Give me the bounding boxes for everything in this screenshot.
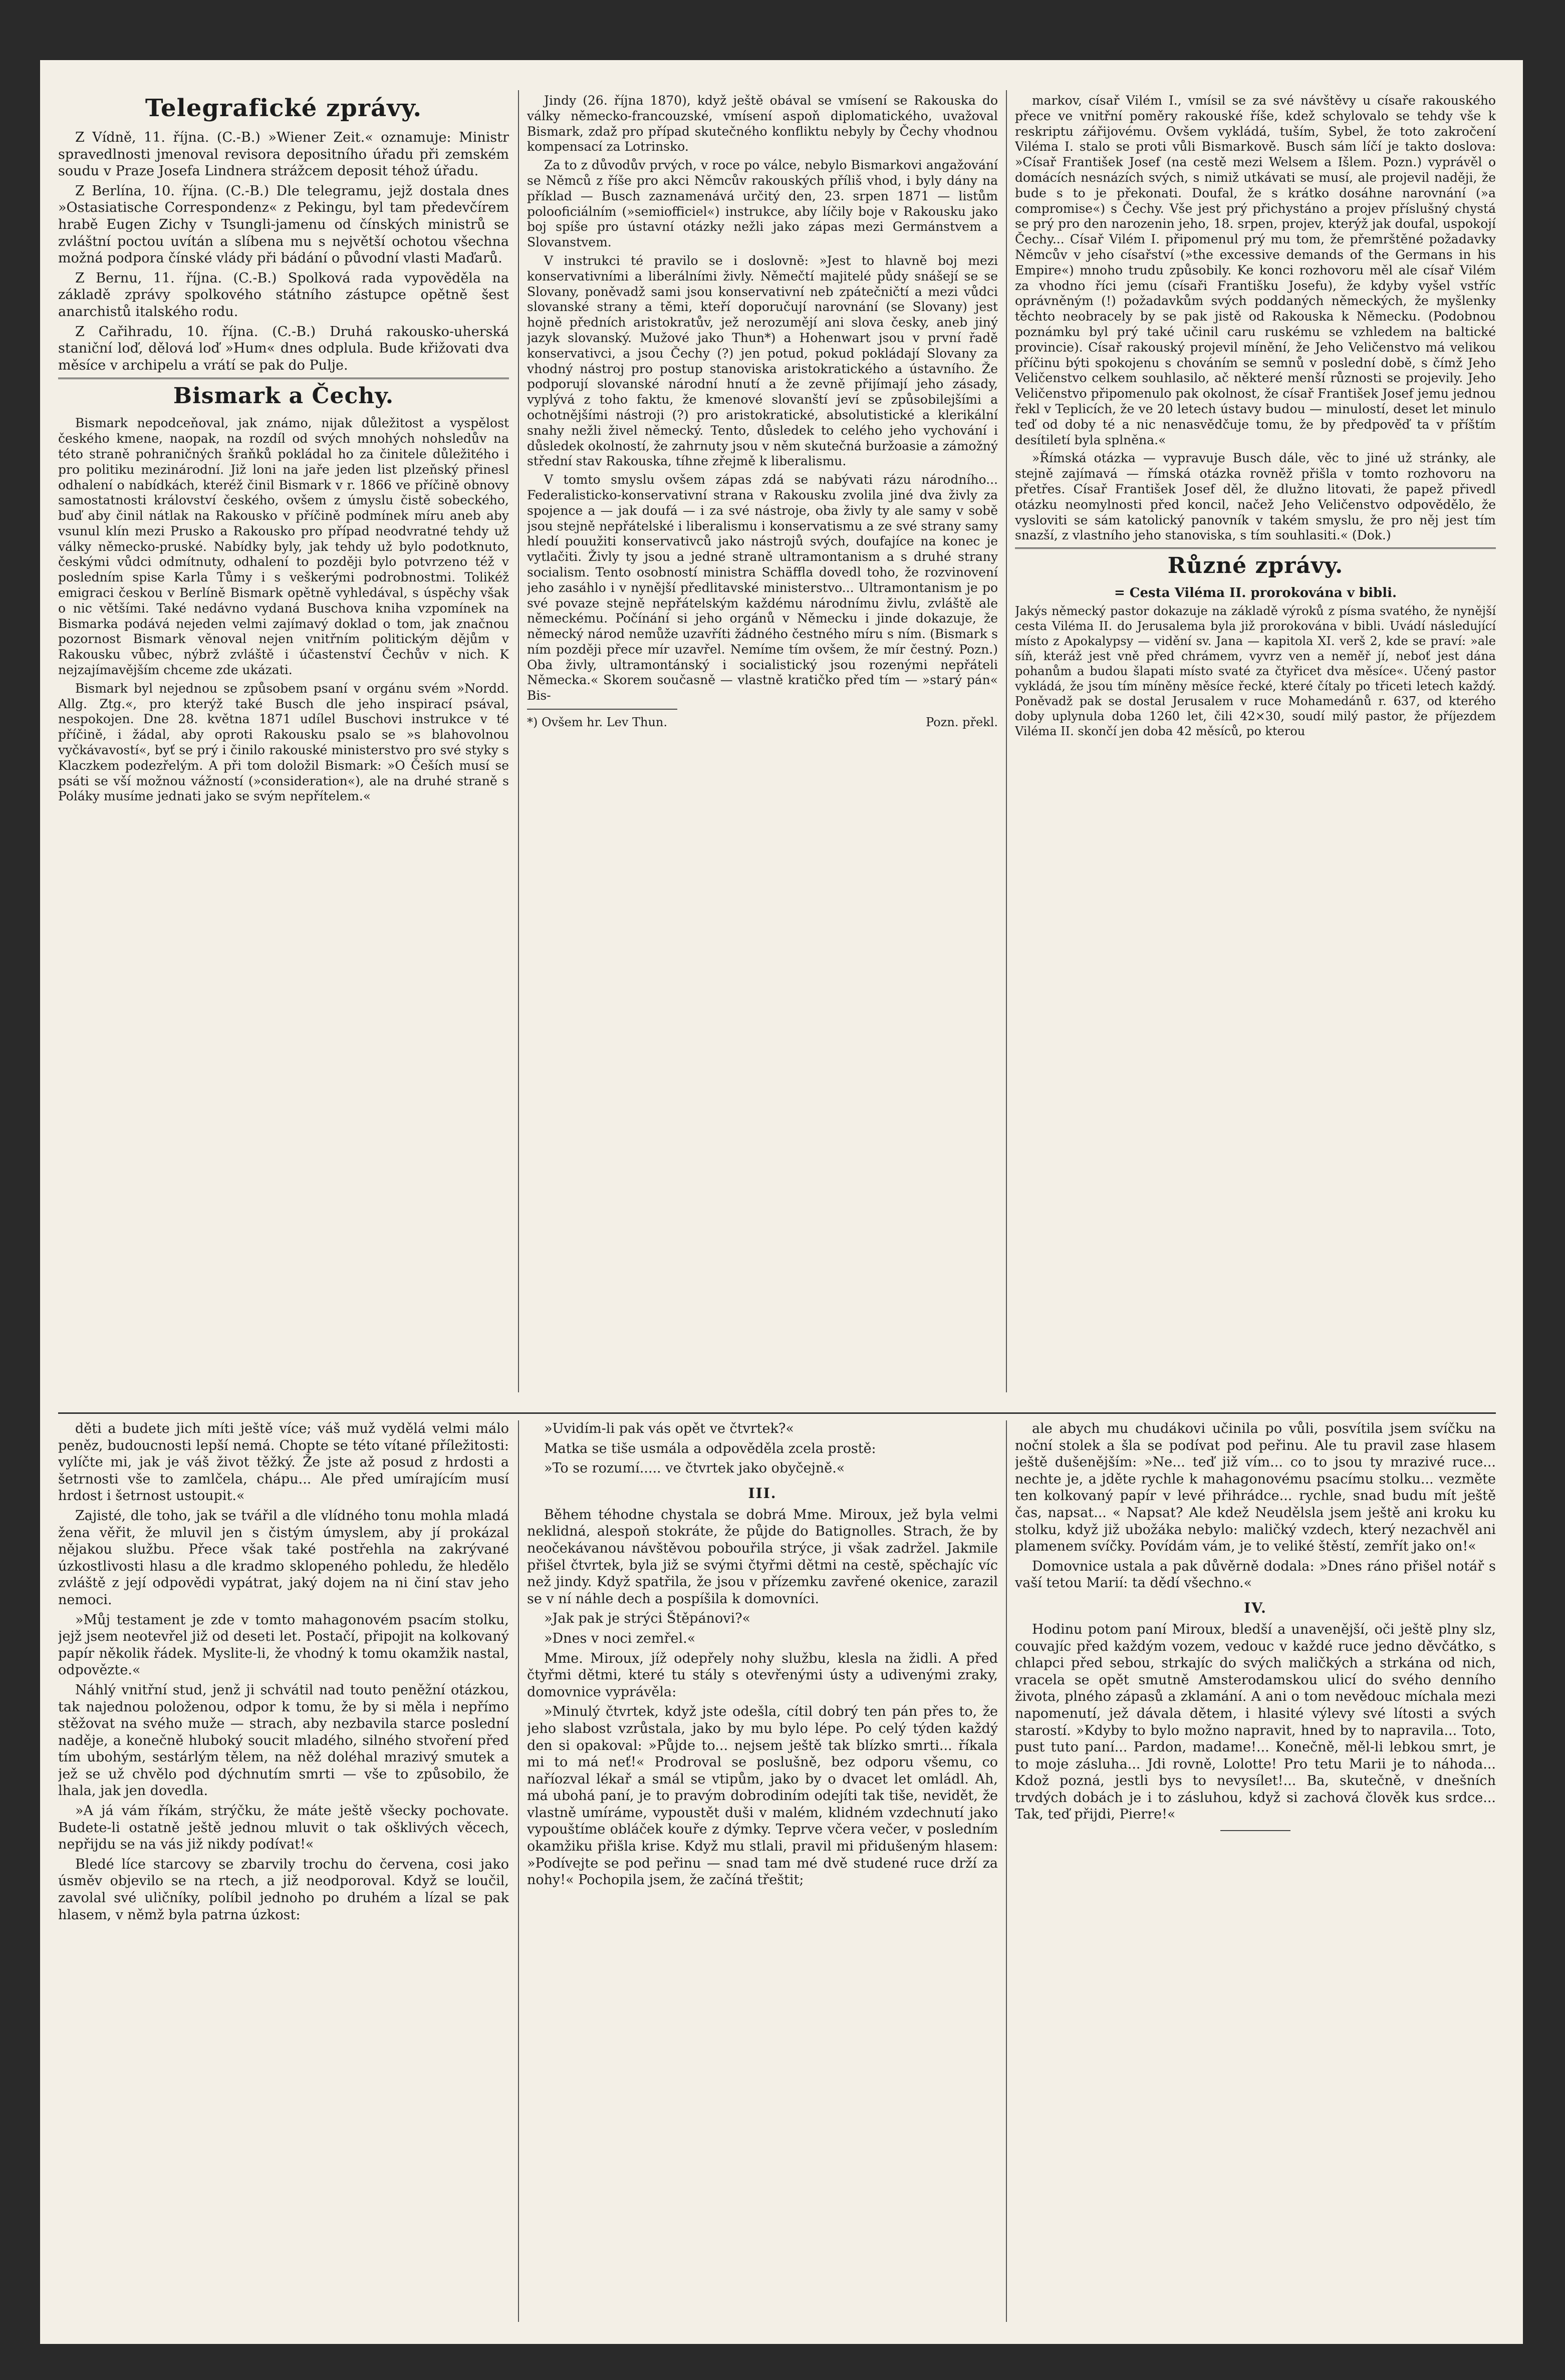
section-divider: [1015, 547, 1496, 549]
bismark-paragraph: »Římská otázka — vypravuje Busch dále, věc to jiné už stránky, ale stejně zajímavá — římská otázka rovněž přišla v tomto rozhovoru na přetřes. Císař František Josef děl, že dlužno litovati, že papež přivedl otázku neomylnosti před koncil, načež Jeho Veličenstvo odpovědělo, že vysloviti se sám katolický panovník v takém smyslu, že pro něj jest tím snazší, z vlastního jeho stanoviska, s tím souhlasiti.« (Dok.): [1015, 451, 1496, 543]
story-paragraph: Matka se tiše usmála a odpověděla zcela prostě:: [544, 1440, 876, 1456]
news-heading: Různé zprávy.: [1167, 553, 1344, 579]
footnote: *) Ovšem hr. Lev Thun. Pozn. překl.: [527, 715, 998, 730]
story-paragraph: »Uvidím-li pak vás opět ve čtvrtek?«: [544, 1421, 794, 1436]
column-divider: [518, 1420, 519, 2322]
story-paragraph: Mme. Miroux, jíž odepřely nohy službu, klesla na židli. A před čtyřmi dětmi, které tu stály s otevřenými ústy a udivenými zraky, domovnice vyprávěla:: [527, 1650, 998, 1700]
bismark-paragraph: markov, císař Vilém I., vmísil se za své návštěvy u císaře rakouského přece ve vnitřní poměry rakouské říše, kdež schylovalo se tehdy vše k reskriptu zářijovému. Ovšem vykládá, tuším, Sybel, že toto zakročení Viléma I. stalo se proti vůli Bismarkově. Busch sám líčí je takto doslova: »Císař František Josef (na cestě mezi Welsem a Išlem. Pozn.) vyprávěl o domácích nesnázích svých, s nimiž utkávati se musí, ale projevil naději, že bude s to je překonati. Doufal, že s krátko dosáhne narovnání (»a compromise«) s Čechy. Vše jest prý přichystáno a projev příslušný chystá se prý pro den narozenin jeho, 18. srpen, projev, kterýž jak doufal, uspokojí Čechy... Císař Vilém I. připomenul prý mu tom, že přemrštěné požadavky Němcův v jeho císařství (»the excessive demands of the Germans in his Empire«) mnoho trudu způsobily. Ke konci rozhovoru měl ale císař Vilém za vhodno říci jemu (císaři Františku Josefu), že kdyby vyšel vstříc oprávněným (!) požadavkům svých poddaných německých, že myšlenky těchto neobracely by se pak jistě od Rakouska k Německu. (Podobnou poznámku byl prý také učinil caru ruskému se vzhledem na baltické provincie). Císař rakouský projevil mínění, že Jeho Veličenstvo má velikou příčinu býti spokojenu s chováním se semnů v poslední době, s čímž Jeho Veličenstvo celkem souhlasilo, ač některé menší různosti se projevily. Jeho Veličenstvo připomenulo pak okolnost, že císař František Josef jemu jednou řekl v Teplicích, že ve 20 letech ústavy budou — minulostí, deset let minulo teď od doby té a nic nenasvědčuje tomu, že by předpověď ta v příštím desítiletí byla splněna.«: [1015, 93, 1496, 447]
story-paragraph: Bledé líce starcovy se zbarvily trochu do červena, cosi jako úsměv objevilo se na rtech, a již neodporoval. Když se loučil, zavolal své uličníky, políbil jednoho po druhém a lízal se pak hlasem, v němž byla patrna úzkost:: [58, 1856, 509, 1923]
story-paragraph: »Dnes v noci zemřel.«: [544, 1630, 696, 1646]
column-divider: [1006, 1420, 1007, 2322]
story-paragraph: »Můj testament je zde v tomto mahagonovém psacím stolku, jejž jsem neotevřel již od deseti let. Postačí, připojit na kolkovaný papír několik řádek. Myslite-li, že vhodný k tomu okamžik nastal, odpovězte.«: [58, 1612, 509, 1678]
column-divider: [518, 90, 519, 1392]
column-2: [527, 93, 998, 1405]
telegram-vienna: Z Vídně, 11. října. (C.-B.) »Wiener Zeit.« oznamuje: Ministr spravedlnosti jmenoval revisora depositního úřadu při zemském soudu v Praze Josefa Lindnera strážcem deposit téhož úřadu.: [58, 130, 509, 179]
chapter-number: IV.: [1244, 1599, 1267, 1616]
section-divider: [58, 378, 509, 379]
feuilleton-rule: [58, 1412, 1496, 1414]
news-title: = Cesta Viléma II. prorokována v bibli.: [1114, 585, 1397, 601]
end-rule: [1220, 1830, 1290, 1831]
story-paragraph: děti a budete jich míti ještě více; váš muž vydělá velmi málo peněz, budoucnosti lepší nemá. Chopte se této vítané příležitosti: vylíčte mi, jak je váš život těžký. Že jste až posud z hrdosti a šetrnosti vše to zamlčela, chápu... Ale před umírajícím musí hrdost i šetrnost ustoupit.«: [58, 1421, 509, 1504]
bismark-paragraph: V instrukci té pravilo se i doslovně: »Jest to hlavně boj mezi konservativními a liberálními živly. Němečtí majitelé půdy snášejí se se Slovany, poněvadž sami jsou konservativní neb zpátečničtí a mezi vůdci slovanské strany a těmi, kteří doporučují narovnání (se Slovany) jest hojně předních aristokratův, jež nerozumějí ani slova česky, aneb jiný jazyk slovanský. Mužové jako Thun*) a Hohenwart jsou v první řadě konservativci, a jsou Čechy (?) jen potud, pokud pokládají Slovany za vhodný nástroj pro postup stanoviska aristokratického a ústavního. Že podporují slovanské národní hnutí a že zevně přijímají jeho zásady, vyplývá z toho faktu, že kmenové slovanští jeví se způsobilejšími a ochotnějšími nástroji (?) pro aristokratické, absolutistické a klerikální snahy nežli živel německý. Tento, důsledek to celého jeho vychování i důsledek okolností, že zahrnuty jsou v něm skutečná buržoasie a zámožný střední stav Rakouska, tíhne zřejmě k liberalismu.: [527, 253, 998, 469]
telegrams-heading: Telegrafické zprávy.: [145, 94, 422, 122]
story-paragraph: »Minulý čtvrtek, když jste odešla, cítil dobrý ten pán přes to, že jeho slabost vzrůstala, jako by mu bylo lépe. Po celý týden každý den si opakoval: »Půjde to... nejsem ještě tak blízko smrti... říkala mi to má neť!« Prodroval se poslušně, bez odporu všemu, co naříozval lékař a smál se vtipům, jako by o dvacet let omládl. Ah, má ubohá paní, je to pravým dobrodiním odejíti tak tiše, nevidět, že vlastně umíráme, vypoustět duši v malém, klidném vzdechnutí jako vypouštíme obláček kouře z dýmky. Teprve včera večer, v posledním okamžiku přišla krise. Když mu stlali, pravil mi přidušeným hlasem: »Podívejte se pod peřinu — snad tam mé dvě studené ruce drží za nohy!« Pochopila jsem, že začíná třeštit;: [527, 1704, 998, 1888]
bismark-paragraph: Bismark nepodceňoval, jak známo, nijak důležitost a vyspělost českého kmene, naopak, na rozdíl od svých mnohých nohsledův na této straně pohraničných šraňků pokládal ho za činitele důležitého i pro politiku mezinárodní. Již loni na jaře jeden list plzeňský přinesl odhalení o nabídkách, kteréž činil Bismark v r. 1866 ve příčině obnovy samostatnosti království českého, ovšem z úmyslu čistě sobeckého, buď aby činil nátlak na Rakousko v příčině podmínek míru aneb aby vsunul klín mezi Prusko a Rakousko pro případ neodvratné tehdy už války německo-pruské. Nabídky byly, jak tehdy už bylo podotknuto, českými vůdci odmítnuty, odhalení to později bylo potvrzeno též v posledním spise Karla Tůmy i s veškerými podrobnostmi. Tolikéž emigraci českou v Berlíně Bismark opětně vyhledával, s úspěchy však o nic většími. Také nedávno vydaná Buschova kniha vzpomínek na Bismarka podává nejeden velmi zajímavý doklad o tom, jak značnou pozornost Bismark věnoval nejen vnitřním politickým dějům v Rakousku vůbec, nýbrž zvláště i účastenství Čechův v nich. K nejzajímavějším chceme zde ukázati.: [58, 416, 509, 678]
story-paragraph: »To se rozumí..... ve čtvrtek jako obyčejně.«: [544, 1460, 845, 1476]
bismark-paragraph: Za to z důvodův prvých, v roce po válce, nebylo Bismarkovi angažování se Němců z říše pro akci Němcův rakouských příliš vhod, i byly dány na příklad — Busch zaznamenává určitý den, 23. srpen 1871 — listům polooficiálním (»semiofficiel«) instrukce, aby líčily boje v Rakousku jako boj spíše pro ústavní otázky nežli jako zápas mezi Germánstvem a Slovanstvem.: [527, 158, 998, 250]
telegram-constantinople: Z Cařihradu, 10. října. (C.-B.) Druhá rakousko-uherská staniční loď, dělová loď »Hum« dnes odplula. Bude křižovati dva měsíce v archipelu a vrátí se pak do Pulje.: [58, 324, 509, 373]
story-column-1: [58, 1420, 509, 2322]
story-paragraph: Domovnice ustala a pak důvěrně dodala: »Dnes ráno přišel notář s vaší tetou Marií: ta dědí všechno.«: [1015, 1558, 1496, 1591]
story-column-2: [527, 1420, 998, 2322]
telegram-berlin: Z Berlína, 10. října. (C.-B.) Dle telegramu, jejž dostala dnes »Ostasiatische Correspondenz« z Pekingu, byl tam předevčírem hrabě Eugen Zichy v Tsungli-jamenu od čínských ministrů se zvláštní poctou uvítán a slíbena mu s největší ochotou všechna možná podpora čínské vlády při bádání o původní vlasti Maďarů.: [58, 183, 509, 266]
story-column-3: [1015, 1420, 1496, 2322]
story-paragraph: »A já vám říkám, strýčku, že máte ještě všecky pochovate. Budete-li ostatně ještě jednou mluvit o tak ošklivých věcech, nepřijdu se na vás již nikdy podívat!«: [58, 1803, 509, 1853]
chapter-number: III.: [748, 1484, 777, 1502]
bismark-heading: Bismark a Čechy.: [173, 383, 394, 409]
story-paragraph: ale abych mu chudákovi učinila po vůli, posvítila jsem svíčku na noční stolek a šla se podívat pod peřinu. Ale tu pravil zase hlasem ještě dušenějším: »Ne... teď již vím... co to jsou ty mrazivé ruce... nechte je, a jděte rychle k mahagonovému psacímu stolku... vezměte ten kolkovaný papír v levé přihrádce... rychle, snad budu mít ještě čas, napsat... « Napsat? Ale kdež Neudělsla jsem ještě ani kroku ku stolku, když již ubožáka nebylo: maličký vzdech, který nezachvěl ani plamenem svíčky. Povídám vám, je to veliké štěstí, zemřít jako on!«: [1015, 1421, 1496, 1555]
column-3: [1015, 93, 1496, 1405]
bismark-paragraph: Jindy (26. října 1870), když ještě obával se vmísení se Rakouska do války německo-francouzské, vmísení aspoň diplomatického, uvažoval Bismark, zdaž pro případ skutečného konfliktu nebyly by Čechy vhodnou kompensací za Lotrinsko.: [527, 93, 998, 154]
telegram-bern: Z Bernu, 11. října. (C.-B.) Spolková rada vypověděla na základě zprávy spolkového státního zástupce opětně šest anarchistů italského rodu.: [58, 270, 509, 320]
bismark-paragraph: V tomto smyslu ovšem zápas zdá se nabývati rázu národního... Federalisticko-konservativní strana v Rakousku zvolila jiné dva živly za spojence a — jak doufá — i za své nástroje, oba živly ty ale samy v sobě jsou stejně nepřátelské i liberalismu i konservatismu a ze své strany samy hledí pouužiti konservativců jako nástrojů svých, doufajíce na konec je vytlačiti. Živly ty jsou a jedné straně ultramontanism a s druhé strany socialism. Tento osobností ministra Schäffla dovedl toho, že rozvinovení jeho zasáhlo i v nynější předlitavské ministerstvo... Ultramontanism je po své povaze stejně nepřátelským každému národnímu živlu, zvláště ale německému. Počínání si jeho orgánů v Německu i jinde dokazuje, že německý národ nemůže uzavříti žádného čestného míru s ním. (Bismark s ním později přece mír uzavřel. Nemíme tím ovšem, že mír čestný. Pozn.) Oba živly, ultramontánský i socialistický jsou rozenými nepřáteli Německa.« Skorem současně — vlastně kratičko před tím — »starý pán« Bis-: [527, 472, 998, 703]
story-paragraph: Zajisté, dle toho, jak se tvářil a dle vlídného tonu mohla mladá žena věřit, že mluvil jen s čistým úmyslem, aby jí prokázal nějakou službu. Přece však také postřehla na zakrývané úzkostlivosti hlasu a dle kradmo sklopeného pohledu, že hledělo zvláště z její odpovědi vypátrat, jaký dojem na ni činí stav jeho nemoci.: [58, 1508, 509, 1608]
story-paragraph: Hodinu potom paní Miroux, bledší a unavenější, oči ještě plny slz, couvajíc před každým vozem, vedouc v každé ruce jedno děvčátko, s chlapci před sebou, strkajíc do svých maličkých a strkána od nich, vracela se opět smutně Amsterodamskou ulicí do svého denního života, plného zápasů a zklamání. A ani o tom nevědouc míchala mezi napomenutí, jež dávala dětem, i hlasité výlevy své lítosti a svých starostí. »Kdyby to bylo možno napravit, hned by to napravila... Toto, pust tuto paní... Pardon, madame!... Konečně, měl-li lebkou smrt, je to moje zásluha... Jdi rovně, Lolotte! Pro tetu Marii je to náhoda... Kdož pozná, jestli bys to nevysílet!... Ba, skutečně, v dnešních trvdých dobách je i to zásluhou, když si zachová člověk kus srdce... Tak, teď přijdi, Pierre!«: [1015, 1621, 1496, 1823]
bismark-paragraph: Bismark byl nejednou se způsobem psaní v orgánu svém »Nordd. Allg. Ztg.«, pro kterýž také Busch dle jeho inspirací psával, nespokojen. Dne 28. května 1871 udílel Buschovi instrukce v té příčině, i žádal, aby oproti Rakousku psalo se »s blahovolnou vyčkávavostí«, byť se prý i činilo rakouské ministerstvo pro své styky s Klaczkem podezřelým. A při tom doložil Bismark: »O Češích musí se psáti se vší možnou vážností (»consideration«), ale na druhé straně s Poláky musíme jednati jako se svým nepřítelem.«: [58, 681, 509, 804]
news-paragraph: Jakýs německý pastor dokazuje na základě výroků z písma svatého, že nynější cesta Viléma II. do Jerusalema byla již prorokována v bibli. Uvádí následující místo z Apokalypsy — vidění sv. Jana — kapitola XI. verš 2, kde se praví: »ale síň, kteráž jest vně před chrámem, vyvrz ven a neměř jí, neboť jest dána pohanům a budou šlapati místo svaté za čtyřicet dva měsíce«. Učený pastor vykládá, že jsou tím míněny měsíce řecké, které čítaly po třiceti letech každý. Poněvadž pak se dostal Jerusalem v ruce Mohamedánů r. 637, od kterého doby uplynula doba 1260 let, čili 42×30, soudí milý pastor, že příjezdem Viléma II. skončí jen doba 42 měsíců, po kterou: [1015, 604, 1496, 739]
newspaper-page: [40, 60, 1523, 2344]
story-paragraph: »Jak pak je strýci Štěpánovi?«: [544, 1611, 751, 1627]
column-divider: [1006, 90, 1007, 1392]
story-paragraph: Během téhodne chystala se dobrá Mme. Miroux, jež byla velmi neklidná, alespoň stokráte, že půjde do Batignolles. Strach, že by neočekávanou návštěvou pobouřila strýce, ji však zadržel. Jakmile přišel čtvrtek, byla již se svými čtyřmi dětmi na cestě, spěchajíc víc než jindy. Když spatřila, že jsou v přízemku zavřené okenice, zarazil se v ní náhle dech a pospíšila k domovníci.: [527, 1507, 998, 1607]
footnote-rule: [527, 709, 677, 710]
column-1: [58, 90, 509, 1402]
story-paragraph: Náhlý vnitřní stud, jenž ji schvátil nad touto peněžní otázkou, tak najednou položenou, odpor k tomu, že by si měla i nepřímo stěžovat na svého muže — strach, aby nezbavila starce poslední naděje, a konečně hluboký soucit mladého, silného stvoření před tím ubohým, sestárlým tělem, na něž doléhal mrazivý smutek a jež se už chvělo pod dýchnutím smrti — vše to způsobilo, že lhala, jak jen dovedla.: [58, 1682, 509, 1799]
